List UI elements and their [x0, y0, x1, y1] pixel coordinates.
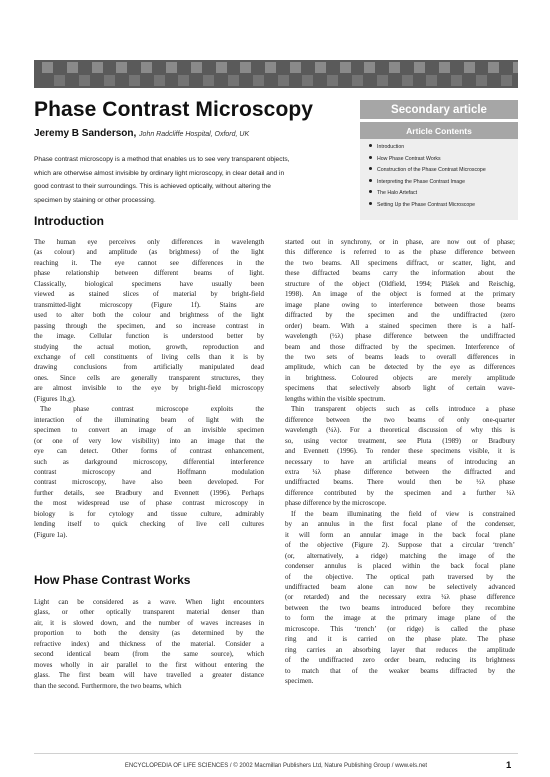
text-line: difference contributed by the specimen and a further ¼λ [285, 488, 515, 497]
abstract [34, 153, 352, 207]
text-line: The phase contrast microscope exploits the [40, 405, 264, 414]
text-line: Light can be considered as a wave. When light encounters [34, 598, 264, 606]
banner-tile [228, 75, 239, 86]
text-line: by an annulus in the first focal plane of the condenser, [285, 520, 515, 529]
text-line: it will form an annular image in the back focal plane [285, 530, 515, 539]
abstract-line: Phase contrast microscopy is a method that enables us to see very transparent objects, [34, 156, 290, 163]
banner-tile [278, 75, 289, 86]
text-line: Thin transparent objects such as cells introduce a phase [291, 405, 515, 414]
text-line: these diffracted beams carry the information about the [285, 269, 515, 278]
banner-tile [488, 62, 499, 73]
text-line: specimen. [285, 677, 314, 686]
bullet-icon [369, 190, 372, 193]
article-title: Phase Contrast Microscopy [34, 98, 314, 121]
banner-tile [79, 75, 90, 86]
contents-item[interactable] [369, 177, 518, 189]
text-line: started out in synchrony, or in phase, are now out of phase; [285, 238, 515, 246]
text-line: second identical beam (from the same source), which [34, 650, 264, 659]
abstract-line: which are otherwise almost invisible by ordinary light microscopy, in clear detail and in [34, 169, 285, 177]
text-line: order) beam. With a stained specimen there is a half- [285, 321, 515, 330]
left-column-how-it-works [34, 597, 264, 691]
banner-tile [513, 62, 518, 73]
text-line: interaction of the illuminating beam of light with the [34, 415, 264, 424]
text-line: the image. Cellular function is understood better by [34, 332, 264, 341]
text-line: in brightness. Coloured objects are merely amplitude [285, 373, 515, 382]
banner-tile [154, 75, 165, 86]
header-banner [34, 60, 518, 88]
banner-tile [191, 62, 202, 73]
author-name: Jeremy B Sanderson, [34, 128, 137, 139]
banner-tile [364, 62, 375, 73]
text-line: lengths within the visible spectrum. [285, 394, 386, 403]
text-line: diffracted by the specimen and the undiffracted (zero [285, 311, 515, 320]
contents-item[interactable] [369, 142, 518, 154]
bullet-icon [369, 156, 372, 159]
section-heading-introduction: Introduction [34, 214, 104, 228]
text-line: air, it is slowed down, and the number of waves increases in [34, 618, 264, 627]
banner-tile [352, 75, 363, 86]
text-line: and Evennett (1996). To render these specimens visible, it is [285, 447, 515, 456]
text-line: structure of the object (Oldfield, 1994; Plášek and Reischig, [285, 279, 515, 288]
contents-item-label: Introduction [377, 144, 405, 150]
banner-tile [414, 62, 425, 73]
contents-item[interactable] [369, 200, 518, 212]
banner-tile [377, 75, 388, 86]
contents-item-label: Construction of the Phase Contrast Microscope [377, 167, 486, 174]
banner-tile [265, 62, 276, 73]
footer-text: ENCYCLOPEDIA OF LIFE SCIENCES / © 2002 Macmillan Publishers Ltd, Nature Publishing Group / www.els.net [124, 763, 428, 769]
section-heading-how-it-works: How Phase Contrast Works [34, 573, 191, 587]
text-line: phase relationship between different beams of light. [34, 269, 264, 278]
text-line: proportion to both the density (as determined by the [34, 629, 264, 638]
banner-tile [464, 62, 475, 73]
text-line: so, using vector treatment, see Pluta (1989) or Bradbury [285, 436, 515, 445]
text-line: (Figures 1b,g). [34, 394, 76, 403]
banner-tile [166, 62, 177, 73]
text-line: glass. The first beam will have travelled a greater distance [34, 671, 264, 680]
banner-tile [92, 62, 103, 73]
banner-tile [439, 62, 450, 73]
bullet-icon [369, 179, 372, 182]
banner-tile [302, 75, 313, 86]
text-line: ring and it is carried on the phase plate. The phase [285, 635, 515, 644]
text-line: ones. Since cells are generally transparent structures, they [34, 373, 264, 382]
text-line: passing through the specimen, and so increase contrast in [34, 321, 264, 330]
text-line: transmitted-light microscopy (Figure 1f). Stains are [34, 300, 264, 309]
abstract-line: specimen by staining or other processing. [34, 196, 156, 204]
article-type-badge: Secondary article [360, 100, 518, 119]
text-line: viewed as stained slices of material by bright-field [34, 290, 264, 299]
author-line [34, 128, 249, 139]
banner-tile [203, 75, 214, 86]
banner-tile [451, 75, 462, 86]
text-line: wavelength (¼λ). For a theoretical discussion of why this is [285, 426, 515, 435]
text-line: 1998). An image of the object is formed at the primary [285, 290, 515, 299]
text-line: necessary to have an artificial means of introducing an [285, 457, 515, 466]
text-line: phase difference by the microscope. [285, 499, 387, 508]
right-column [285, 237, 515, 686]
text-line: (Figure 1a). [34, 530, 68, 539]
banner-tile [104, 75, 115, 86]
banner-tile [216, 62, 227, 73]
text-line: of the objective (Figure 2). Suppose that a circular ‘trench’ [285, 541, 515, 550]
banner-tile [67, 62, 78, 73]
text-line: the two sets of beams leads to overall differences in [285, 352, 515, 361]
banner-tile [42, 62, 53, 73]
banner-tile [340, 62, 351, 73]
text-line: refractive index) and thickness of the material. Consider a [34, 639, 264, 648]
banner-tile [327, 75, 338, 86]
banner-tile [240, 62, 251, 73]
banner-tile [476, 75, 487, 86]
banner-tile [178, 75, 189, 86]
contents-item-label: Setting Up the Phase Contrast Microscope [377, 201, 476, 208]
article-contents-heading: Article Contents [360, 122, 518, 139]
text-line: wavelength (½λ) phase difference between the undiffracted [285, 332, 515, 341]
text-line: contrast microscopy and Hoffmann modulation [34, 467, 264, 476]
text-line: undiffracted beams. There would then be ½λ phase [285, 478, 515, 487]
article-contents-box [360, 122, 518, 220]
contents-item-label: The Halo Artefact [377, 190, 418, 197]
text-line: further details, see Bradbury and Evennett (1996). Perhaps [34, 488, 264, 497]
page-number: 1 [506, 760, 512, 771]
banner-tile [402, 75, 413, 86]
author-affiliation: John Radcliffe Hospital, Oxford, UK [139, 131, 250, 138]
banner-tile [426, 75, 437, 86]
text-line: to form the image at the primary image plane of the [285, 614, 515, 623]
text-line: exchange of cell constituents of living cells than it is by [34, 352, 264, 361]
banner-tile [129, 75, 140, 86]
text-line: are almost invisible to the eye by bright-field microscopy [34, 384, 264, 393]
text-line: than the second. Furthermore, the two beams, which [34, 681, 182, 690]
text-line: moves wholly in air parallel to the first without entering the [34, 660, 264, 669]
contents-item[interactable] [369, 154, 518, 166]
text-line: of the undiffracted zero order beam, reducing its brightness [285, 656, 515, 665]
text-line: specimen to convert an image of an invisible specimen [34, 426, 264, 435]
text-line: If the beam illuminating the field of view is constrained [291, 509, 515, 518]
text-line: glass, or other optically transparent material denser than [34, 608, 264, 617]
banner-tile [389, 62, 400, 73]
text-line: such as darkground microscopy, differential interference [34, 457, 264, 466]
text-line: lending itself to quick checking of live cell cultures [34, 520, 264, 529]
banner-tile [116, 62, 127, 73]
text-line: this difference is referred to as the phase difference between [285, 248, 515, 257]
contents-item-label: How Phase Contrast Works [377, 155, 441, 162]
banner-tile [315, 62, 326, 73]
contents-item-label: Interpreting the Phase Contrast Image [377, 178, 465, 185]
text-line: The human eye perceives only differences in wavelength [34, 238, 264, 246]
text-line: contrast microscopy, have also been developed. For [34, 478, 264, 487]
text-line: amplitude, which can be detected by the eye as differences [285, 363, 515, 372]
banner-tile [54, 75, 65, 86]
banner-tile [501, 75, 512, 86]
text-line: (or retarded) and the necessary extra ¼λ phase difference [285, 593, 515, 602]
text-line: (as colour) and amplitude (as brightness) of the light [34, 248, 264, 257]
text-line: Classically, biological specimens have usually been [34, 279, 264, 288]
bullet-icon [369, 144, 372, 147]
text-line: specimens that selectively absorb light of certain wave- [285, 384, 515, 393]
text-line: microscope. This ‘trench’ (or ridge) is called the phase [285, 624, 515, 633]
text-line: studying the actual motion, growth, reproduction and [34, 342, 264, 351]
text-line: to match that of the weaker beams diffracted by the [285, 666, 515, 675]
text-line: extra ¼λ phase difference between the diffracted and [285, 467, 515, 476]
text-line: eye can detect. Other forms of contrast enhancement, [34, 447, 264, 456]
banner-tile [290, 62, 301, 73]
abstract-line: good contrast to their surroundings. This is achieved optically, without altering the [34, 183, 271, 191]
text-line: biology is for cytology and tissue culture, admirably [34, 509, 264, 518]
text-line: the two beams. All specimens diffract, or scatter, light, and [285, 258, 515, 267]
article-contents-list [360, 142, 518, 212]
text-line: the most widespread use of phase contrast microscopy in [34, 499, 264, 508]
text-line: ring carries an absorbing layer that reduces the amplitude [285, 645, 515, 654]
banner-tile [253, 75, 264, 86]
text-line: (or, alternatively, a ridge) matching the image of the [285, 551, 515, 560]
left-column-introduction [34, 237, 264, 540]
contents-item[interactable] [369, 165, 518, 177]
text-line: condenser annulus is placed within the back focal plane [285, 562, 515, 571]
bullet-icon [369, 167, 372, 170]
text-line: used to alter both the colour and brightness of the light [34, 311, 264, 320]
banner-tile [141, 62, 152, 73]
text-line: reaching it. The eye cannot see differences in the [34, 258, 264, 267]
contents-item[interactable] [369, 188, 518, 200]
text-line: beam and those diffracted by the specimen. Interference of [285, 342, 515, 351]
text-line: of the objective. The optical path traversed by the [285, 572, 515, 581]
text-line: (or one of very low visibility) into an image that the [34, 436, 264, 445]
text-line: image plane owing to interference between those beams [285, 300, 515, 309]
text-line: drawing conclusions from artificially manipulated dead [34, 363, 264, 372]
text-line: difference between the two beams of only one-quarter [285, 415, 515, 424]
footer-rule [34, 753, 518, 754]
bullet-icon [369, 202, 372, 205]
text-line: undiffracted beam alone can now be selectively advanced [285, 582, 515, 591]
text-line: between the two beams introduced before they recombine [285, 603, 515, 612]
